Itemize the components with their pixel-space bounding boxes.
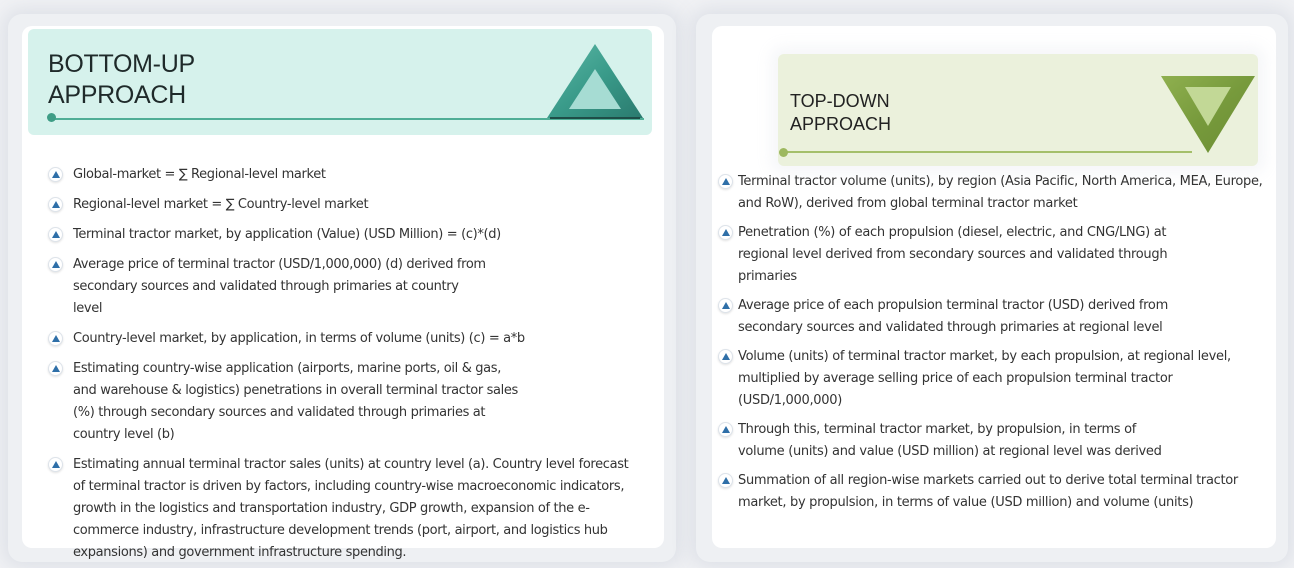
- bottom-up-item: Estimating country-wise application (airports, marine ports, oil & gas, and warehouse & logistics) penetrations in overall terminal tractor sales (%) through secondary sources and validated through primaries at country level (b): [48, 358, 518, 446]
- top-down-title-line2: APPROACH: [790, 113, 892, 134]
- top-down-title: [790, 90, 891, 135]
- bottom-up-item: Country-level market, by application, in terms of volume (units) (c) = a*b: [48, 328, 638, 350]
- top-down-item: Volume (units) of terminal tractor market, by each propulsion, at regional level, multiplied by average selling price of each propulsion terminal tractor (USD/1,000,000): [718, 346, 1243, 412]
- top-down-header: [778, 54, 1258, 166]
- triangle-up-bullet-icon: [718, 349, 733, 364]
- top-down-item: Terminal tractor volume (units), by region (Asia Pacific, North America, MEA, Europe, and RoW), derived from global terminal tractor market: [718, 171, 1268, 215]
- top-down-item: Penetration (%) of each propulsion (diesel, electric, and CNG/LNG) at regional level derived from secondary sources and validated through primaries: [718, 222, 1168, 288]
- triangle-up-bullet-icon: [48, 361, 63, 376]
- bottom-up-title-line2: APPROACH: [48, 81, 186, 110]
- top-down-divider: [786, 151, 1192, 153]
- triangle-up-bullet-icon: [48, 331, 63, 346]
- top-down-item: Summation of all region-wise markets carried out to derive total terminal tractor market, by propulsion, in terms of value (USD million) and volume (units): [718, 470, 1238, 514]
- triangle-up-bullet-icon: [718, 298, 733, 313]
- bottom-up-item: Global-market = ∑ Regional-level market: [48, 164, 638, 186]
- triangle-up-bullet-icon: [718, 422, 733, 437]
- bottom-up-item: Terminal tractor market, by application (Value) (USD Million) = (c)*(d): [48, 224, 638, 246]
- triangle-up-bullet-icon: [718, 473, 733, 488]
- bottom-up-title: [48, 49, 195, 112]
- top-down-title-line1: TOP-DOWN: [790, 91, 890, 111]
- triangle-up-bullet-icon: [48, 227, 63, 242]
- bottom-up-title-line1: BOTTOM-UP: [48, 50, 195, 78]
- top-down-item: Average price of each propulsion terminal tractor (USD) derived from secondary sources and validated through primaries at regional level: [718, 295, 1168, 339]
- top-down-item: Through this, terminal tractor market, by propulsion, in terms of volume (units) and value (USD million) at regional level was derived: [718, 419, 1178, 463]
- top-down-list: [718, 171, 1268, 521]
- bottom-up-item: Estimating annual terminal tractor sales (units) at country level (a). Country level forecast of terminal tractor is driven by factors, including country-wise macroeconomic indicators, growth in the logistics and transportation industry, GDP growth, expansion of the e-commerce industry, infrastructure development trends (port, airport, and logistics hub expansions) and government infrastructure spending.: [48, 454, 638, 564]
- triangle-up-icon: [546, 43, 644, 119]
- triangle-up-bullet-icon: [48, 167, 63, 182]
- bottom-up-list: [48, 164, 638, 568]
- triangle-up-bullet-icon: [48, 197, 63, 212]
- triangle-up-bullet-icon: [48, 457, 63, 472]
- bottom-up-item: Regional-level market = ∑ Country-level market: [48, 194, 638, 216]
- bottom-up-item: Average price of terminal tractor (USD/1,000,000) (d) derived from secondary sources and validated through primaries at country level: [48, 254, 488, 320]
- top-down-divider-dot: [779, 148, 788, 157]
- bottom-up-divider-dot: [47, 113, 56, 122]
- triangle-up-bullet-icon: [718, 225, 733, 240]
- triangle-up-bullet-icon: [48, 257, 63, 272]
- triangle-up-bullet-icon: [718, 174, 733, 189]
- bottom-up-header: [28, 29, 652, 135]
- triangle-down-icon: [1160, 74, 1256, 154]
